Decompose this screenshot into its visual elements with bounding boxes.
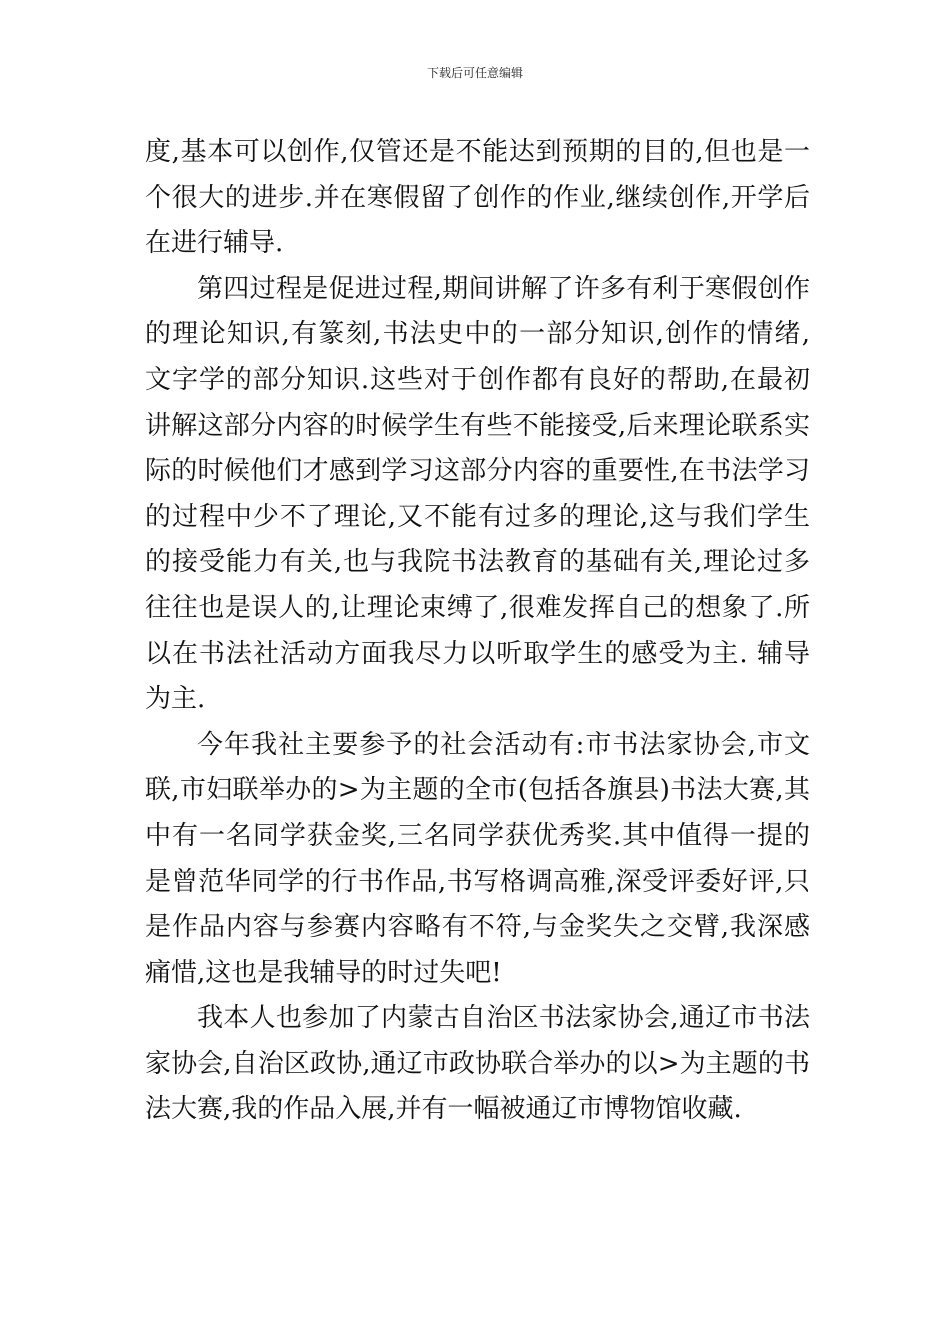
- paragraph-3: [145, 723, 810, 997]
- text-line: 是作品内容与参赛内容略有不符,与金奖失之交臂,我深感: [145, 912, 810, 943]
- text-line: 为主.: [145, 684, 206, 715]
- paragraph-1: [145, 130, 810, 267]
- text-line: 法大赛,我的作品入展,并有一幅被通辽市博物馆收藏.: [145, 1094, 742, 1125]
- text-line: 度,基本可以创作,仅管还是不能达到预期的目的,但也是一: [145, 137, 810, 167]
- paragraph-4: [145, 996, 810, 1133]
- text-line: 今年我社主要参予的社会活动有:市书法家协会,市文: [197, 729, 810, 760]
- text-line: 际的时候他们才感到学习这部分内容的重要性,在书法学习: [145, 456, 810, 487]
- text-line: 讲解这部分内容的时候学生有些不能接受,后来理论联系实: [145, 410, 810, 441]
- text-line: 的过程中少不了理论,又不能有过多的理论,这与我们学生: [145, 501, 810, 532]
- text-line: 中有一名同学获金奖,三名同学获优秀奖.其中值得一提的: [145, 820, 810, 851]
- page-header: 下载后可任意编辑: [426, 66, 523, 80]
- text-line: 的理论知识,有篆刻,书法史中的一部分知识,创作的情绪,: [145, 319, 810, 350]
- text-line: 在进行辅导.: [145, 228, 284, 259]
- text-line: 以在书法社活动方面我尽力以听取学生的感受为主. 辅导: [145, 638, 810, 669]
- text-line: 家协会,自治区政协,通辽市政协联合举办的以>为主题的书: [145, 1048, 810, 1079]
- text-line: 是曾范华同学的行书作品,书写格调高雅,深受评委好评,只: [145, 866, 810, 897]
- text-line: 往往也是误人的,让理论束缚了,很难发挥自己的想象了.所: [145, 592, 810, 623]
- text-line: 的接受能力有关,也与我院书法教育的基础有关,理论过多: [145, 547, 810, 578]
- text-line: 文字学的部分知识.这些对于创作都有良好的帮助,在最初: [145, 364, 810, 395]
- document-body: [145, 130, 810, 1133]
- text-line: 痛惜,这也是我辅导的时过失吧!: [145, 957, 502, 988]
- text-line: 第四过程是促进过程,期间讲解了许多有利于寒假创作: [197, 273, 810, 304]
- text-line: 个很大的进步.并在寒假留了创作的作业,继续创作,开学后: [145, 182, 810, 213]
- text-line: 联,市妇联举办的>为主题的全市(包括各旗县)书法大赛,其: [145, 775, 810, 806]
- paragraph-2: [145, 267, 810, 723]
- text-line: 我本人也参加了内蒙古自治区书法家协会,通辽市书法: [197, 1003, 810, 1034]
